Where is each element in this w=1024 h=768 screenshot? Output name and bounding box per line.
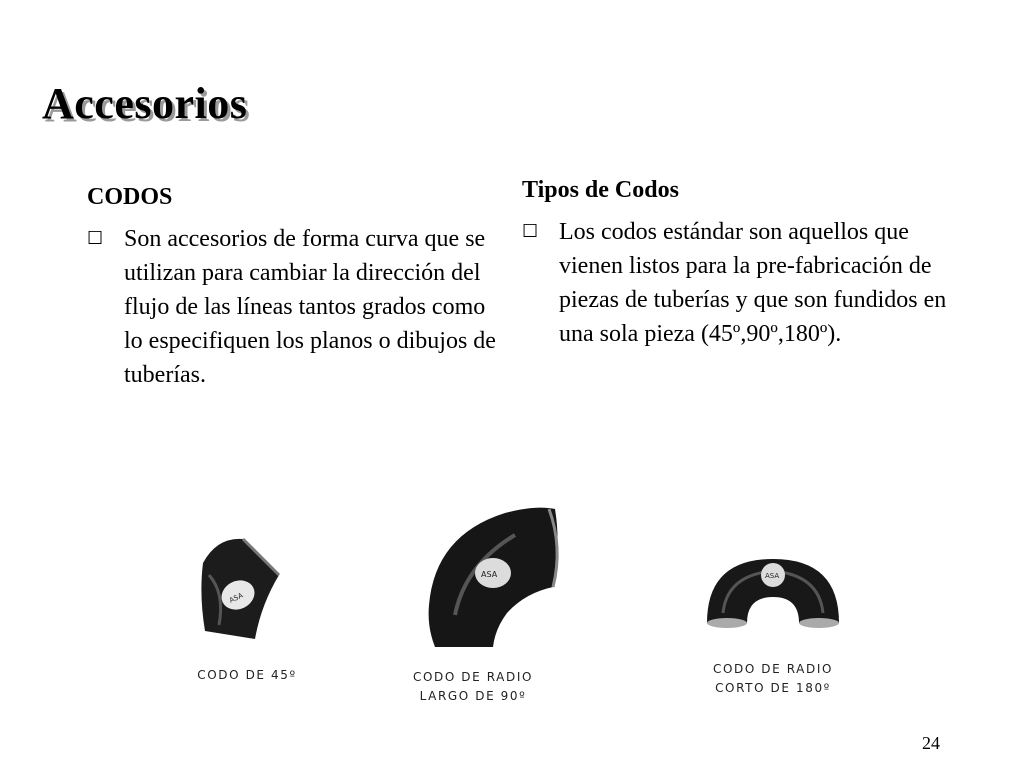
tipos-bullet: [522, 215, 962, 351]
elbow-180-caption: CODO DE RADIO CORTO DE 180º: [712, 662, 834, 695]
elbow-90-image: [425, 505, 565, 650]
elbow-180-image: [703, 555, 843, 630]
elbow-45-image: [195, 535, 285, 645]
codos-bullet-text: Son accesorios de forma curva que se utilizan para cambiar la dirección del flujo de las líneas tantos grados como lo especifiquen los planos o dibujos de tuberías.: [124, 226, 496, 388]
codos-bullet: [87, 222, 497, 392]
svg-text:ASA: ASA: [481, 570, 498, 579]
elbow-90-caption: CODO DE RADIO LARGO DE 90º: [412, 670, 534, 703]
codos-heading: CODOS: [87, 184, 173, 210]
tipos-heading: Tipos de Codos: [522, 177, 679, 203]
tipos-bullet-text: Los codos estándar son aquellos que vienen listos para la pre-fabricación de piezas de tuberías y que son fundidos en una sola pieza (45º,90º,180º).: [559, 219, 947, 347]
page-number: 24: [922, 733, 940, 753]
svg-text:ASA: ASA: [765, 572, 780, 580]
elbow-45-caption: CODO DE 45º: [197, 668, 297, 682]
svg-text:ASA: ASA: [228, 591, 245, 605]
left-column: [87, 182, 497, 392]
slide-title: Accesorios: [42, 79, 248, 128]
right-column: [522, 175, 962, 351]
checkbox-bullet-icon: ☐: [522, 221, 539, 242]
checkbox-bullet-icon: ☐: [87, 228, 104, 249]
